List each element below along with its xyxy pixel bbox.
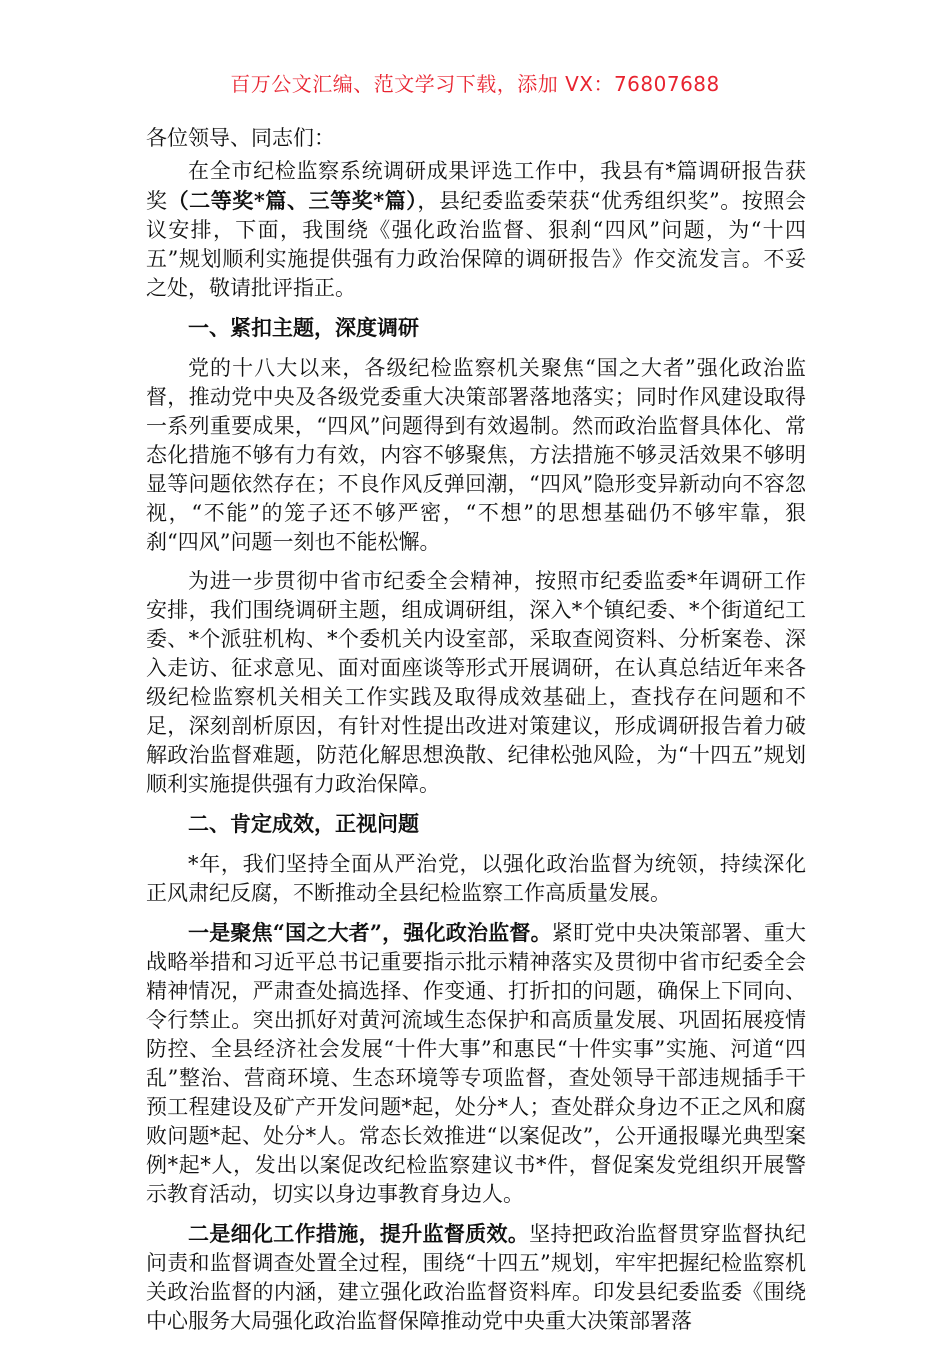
section-heading-2: 二、肯定成效，正视问题 — [188, 811, 419, 836]
paragraph-4-body: 紧盯党中央决策部署、重大战略举措和习近平总书记重要指示批示精神落实及贯彻中省市纪委全会精神情况，严肃查处搞选择、作变通、打折扣的问题，确保上下同向、令行禁止。突出抓好对黄河流域生态保护和高质量发展、巩固拓展疫情防控、全县经济社会发展“十件大事”和惠民“十件实事”实施、河道“四乱”整治、营商环境、生态环境等专项监督，查处领导干部违规插手干预工程建设及矿产开发问题*起，处分*人；查处群众身边不正之风和腐败问题*起、处分*人。常态长效推进“以案促改”，公开通报曝光典型案例*起*人，发出以案促改纪检监察建议书*件，督促案发党组织开展警示教育活动，切实以身边事教育身边人。 — [146, 921, 806, 1206]
section-heading-1: 一、紧扣主题，深度调研 — [188, 315, 419, 340]
download-banner: 百万公文汇编、范文学习下载，添加 VX：76807688 — [230, 72, 720, 96]
paragraph-4-lead: 一是聚焦“国之大者”，强化政治监督。 — [188, 920, 552, 945]
document-body — [146, 124, 806, 1346]
paragraph-2: 为进一步贯彻中省市纪委全会精神，按照市纪委监委*年调研工作安排，我们围绕调研主题，组成调研组，深入*个镇纪委、*个街道纪工委、*个派驻机构、*个委机关内设室部，采取查阅资料、分析案卷、深入走访、征求意见、面对面座谈等形式开展调研，在认真总结近年来各级纪检监察机关相关工作实践及取得成效基础上，查找存在问题和不足，深刻剖析原因，有针对性提出改进对策建议，形成调研报告着力破解政治监督难题，防范化解思想涣散、纪律松弛风险，为“十四五”规划顺利实施提供强有力政治保障。 — [146, 569, 806, 796]
paragraph-5 — [146, 1219, 806, 1336]
paragraph-4 — [146, 918, 806, 1209]
intro-bold-awards: （二等奖*篇、三等奖*篇） — [167, 188, 418, 213]
paragraph-5-lead: 二是细化工作措施，提升监督质效。 — [188, 1221, 530, 1246]
paragraph-3: *年，我们坚持全面从严治党，以强化政治监督为统领，持续深化正风肃纪反腐，不断推动全县纪检监察工作高质量发展。 — [146, 852, 806, 905]
salutation: 各位领导、同志们： — [146, 126, 335, 150]
paragraph-1: 党的十八大以来，各级纪检监察机关聚焦“国之大者”强化政治监督，推动党中央及各级党委重大决策部署落地落实；同时作风建设取得一系列重要成果，“四风”问题得到有效遏制。然而政治监督具体化、常态化措施不够有力有效，内容不够聚焦，方法措施不够灵活效果不够明显等问题依然存在；不良作风反弹回潮，“四风”隐形变异新动向不容忽视，“不能”的笼子还不够严密，“不想”的思想基础仍不够牢靠，狠刹“四风”问题一刻也不能松懈。 — [146, 356, 806, 554]
intro-text-1: 在全市纪检监察系统调研成果评选工作中，我县有*篇调研报告获奖 — [146, 159, 806, 213]
intro-paragraph — [146, 157, 806, 303]
intro-text-2: ，县纪委监委荣获“优秀组织奖”。按照会议安排，下面，我围绕《强化政治监督、狠刹“四风”问题，为“十四五”规划顺利实施提供强有力政治保障的调研报告》作交流发言。不妥之处，敬请批评指正。 — [146, 189, 806, 300]
paragraph-5-body: 坚持把政治监督贯穿监督执纪问责和监督调查处置全过程，围绕“十四五”规划，牢牢把握纪检监察机关政治监督的内涵，建立强化政治监督资料库。印发县纪委监委《围绕中心服务大局强化政治监督保障推动党中央重大决策部署落 — [146, 1222, 807, 1333]
